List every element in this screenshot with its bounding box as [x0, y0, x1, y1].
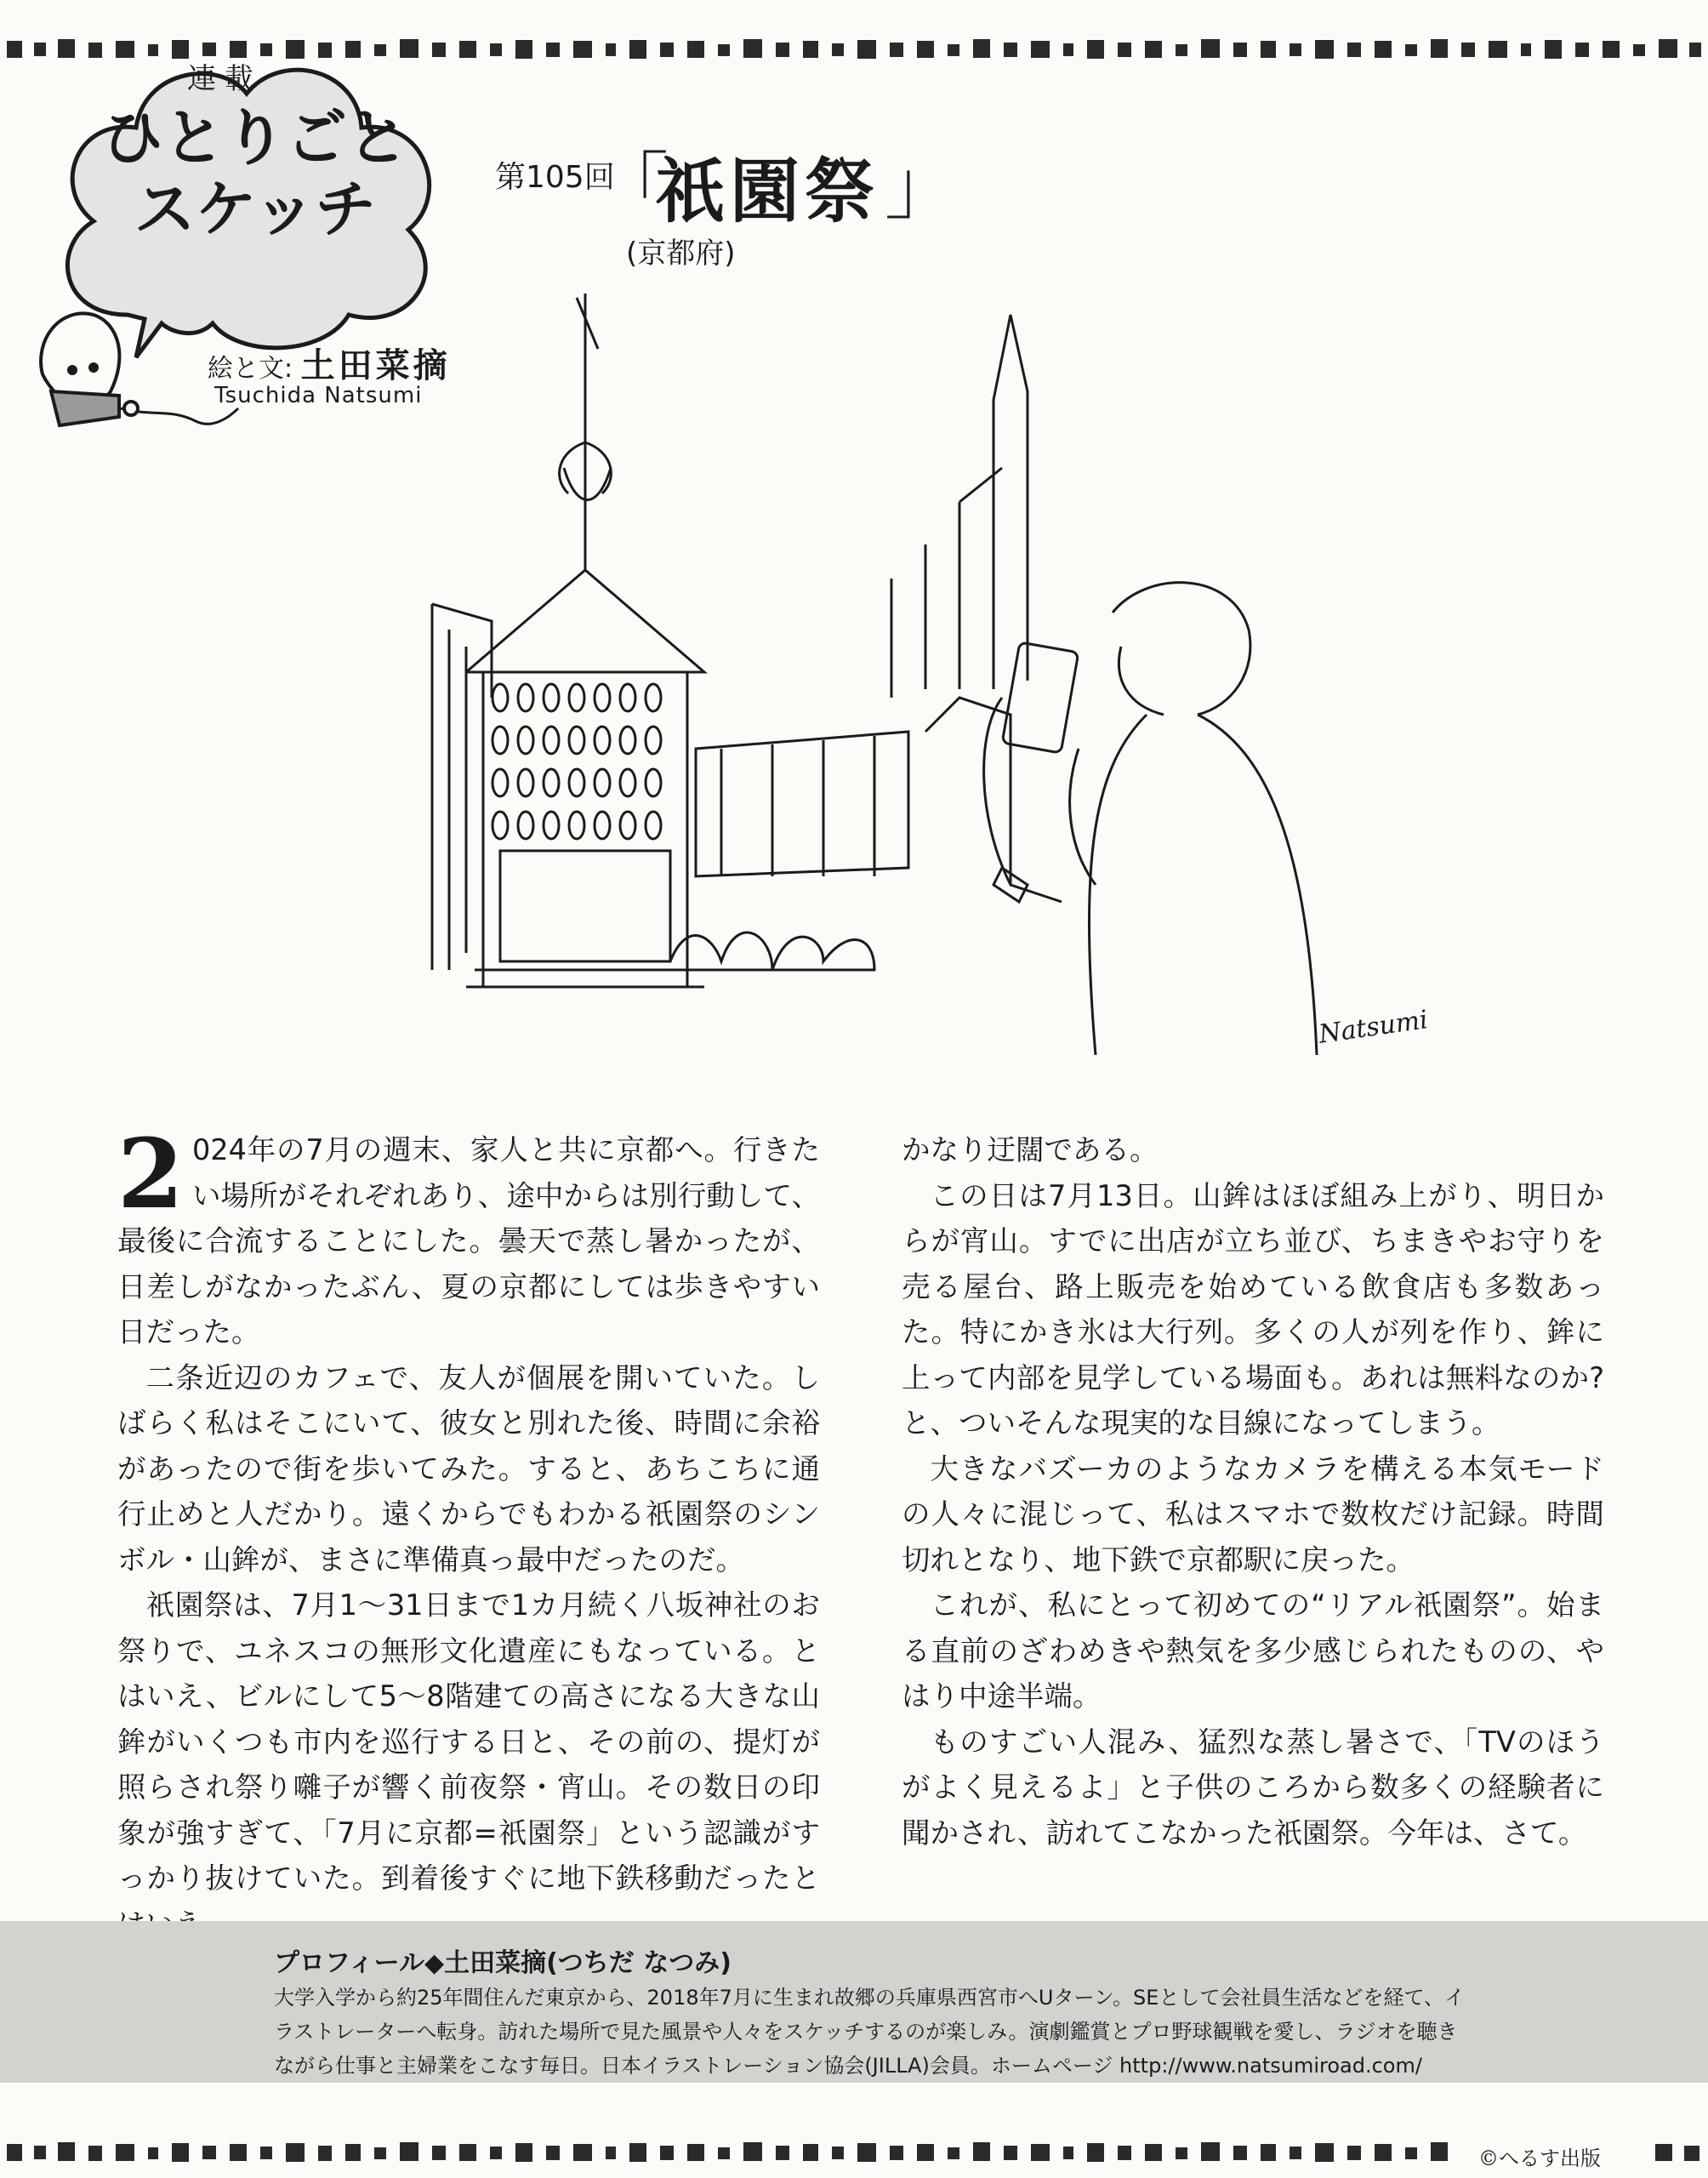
series-title: ひとりごと スケッチ [101, 102, 408, 245]
stall-structure [696, 698, 1011, 885]
copyright: ©へるす出版 [1478, 2147, 1601, 2170]
article-location: (京都府) [626, 237, 736, 271]
profile-heading: プロフィール◆土田菜摘(つちだ なつみ) [274, 1948, 732, 1978]
crowd [670, 932, 874, 970]
paragraph: 024年の7月の週末、家人と共に京都へ。行きたい場所がそれぞれあり、途中からは別行動して、最後に合流することにした。曇天で蒸し暑かったが、日差しがなかったぶん、夏の京都にしては歩きやすい日だった。 [117, 1133, 820, 1348]
paragraph: 祇園祭は、7月1〜31日まで1カ月続く八坂神社のお祭りで、ユネスコの無形文化遺産にもなっている。とはいえ、ビルにして5〜8階建ての高さになる大きな山鉾がいくつも市内を巡行する日と、その前の、提灯が照らされ祭り囃子が響く前夜祭・宵山。その数日の印象が強すぎて、「7月に京都=祇園祭」という認識がすっかり抜けていた。到着後すぐに地下鉄移動だったと [117, 1588, 820, 1895]
body-column-left [117, 1119, 820, 1947]
paragraph: 二条近辺のカフェで、友人が個展を開いていた。しばらく私はそこにいて、彼女と別れた後、時間に余裕があったので街を歩いてみた。すると、あちこちに通行止めと人だかり。遠くからでもわかる祇園祭のシンボル・山鉾が、まさに準備真っ最中だったのだ。 [117, 1360, 820, 1576]
paragraph: これが、私にとって初めての“リアル祇園祭”。始まる直前のざわめきや熱気を多少感じられたものの、やはり中途半端。 [902, 1588, 1604, 1713]
hoko-base [466, 851, 704, 987]
paragraph: 大きなバズーカのようなカメラを構える本気モードの人々に混じって、私はスマホで数枚だけ記録。時間切れとなり、地下鉄で京都駅に戻った。 [902, 1451, 1604, 1576]
paragraph: かなり迂闊である。 [902, 1133, 1159, 1166]
tall-building-right [891, 315, 1028, 698]
profile-text: 大学入学から約25年間住んだ東京から、2018年7月に生まれ故郷の兵庫県西宮市へUターン。SEとして会社員生活などを経て、イラストレーターへ転身。訪れた場所で見た風景や人々をスケッチするのが楽しみ。演劇鑑賞とプロ野球観戦を愛し、ラジオを聴きながら仕事と主婦業をこなす毎日。日本イラストレーション協会(JILLA)会員。ホームページ http://www.natsumiroad.com/ [274, 1986, 1465, 2078]
body-column-right [902, 1127, 1604, 1856]
byline-roman: Tsuchida Natsumi [214, 383, 423, 408]
gion-festival-sketch [415, 289, 1410, 1055]
byline-author: 土田菜摘 [300, 346, 451, 385]
paragraph: ものすごい人混み、猛烈な蒸し暑さで、「TVのほうがよく見えるよ」と子供のころから数多くの経験者に聞かされ、訪れてこなかった祇園祭。今年は、さて。 [902, 1725, 1604, 1850]
paragraph: この日は7月13日。山鉾はほぼ組み上がり、明日からが宵山。すでに出店が立ち並び、ちまきやお守りを売る屋台、路上販売を始めている飲食店も多数あった。特にかき氷は大行列。多くの人が列を作り、鉾に上って内部を見学している場面も。あれは無料なのか? と、ついそんな現実的な目線になってしまう。 [902, 1178, 1604, 1440]
lantern-rows [492, 684, 661, 839]
person-with-smartphone [984, 583, 1317, 1055]
article-title: 祇園祭 [655, 151, 880, 232]
bottom-stamp-border-end [1650, 2135, 1708, 2169]
serial-label: 連載 [187, 62, 262, 96]
bottom-stamp-border [0, 2135, 1463, 2169]
byline [208, 339, 451, 387]
episode-number: 第105回 [495, 160, 615, 195]
hoko-mast [560, 294, 612, 570]
title-close-bracket: 」 [885, 145, 958, 230]
title-open-bracket: 「 [595, 145, 669, 230]
artist-signature: Natsumi [1317, 1005, 1430, 1050]
byline-role: 絵と文: [208, 354, 293, 384]
dropcap: 2 [117, 1119, 184, 1230]
